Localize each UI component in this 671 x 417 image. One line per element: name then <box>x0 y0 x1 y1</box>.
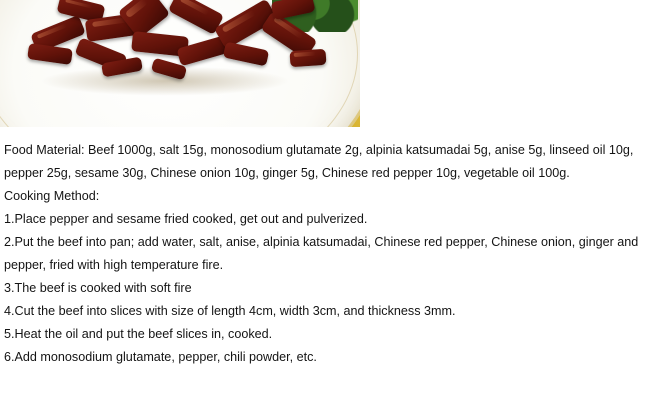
cooking-step: 1.Place pepper and sesame fried cooked, get out and pulverized. <box>4 212 368 226</box>
beef-pile <box>28 0 328 90</box>
dish-photo <box>0 0 360 127</box>
cooking-method-heading: Cooking Method: <box>4 189 100 203</box>
cooking-step: 3.The beef is cooked with soft fire <box>4 281 192 295</box>
cooking-step: 5.Heat the oil and put the beef slices in, cooked. <box>4 327 273 341</box>
recipe-text <box>0 127 671 369</box>
cooking-step: 4.Cut the beef into slices with size of length 4cm, width 3cm, and thickness 3mm. <box>4 304 456 318</box>
food-material-paragraph: Food Material: Beef 1000g, salt 15g, monosodium glutamate 2g, alpinia katsumadai 5g, anise 5g, linseed oil 10g, pepper 25g, sesame 30g, Chinese onion 10g, ginger 5g, Chinese red pepper 10g, vegetable oil 100g. <box>4 143 634 180</box>
cooking-step: 2.Put the beef into pan; add water, salt, anise, alpinia katsumadai, Chinese red pepper, Chinese onion, ginger and pepper, fried with high temperature fire. <box>4 235 639 272</box>
beef-strip <box>223 42 269 67</box>
photo-inner <box>0 0 360 127</box>
beef-strip <box>289 49 326 67</box>
cooking-step: 6.Add monosodium glutamate, pepper, chili powder, etc. <box>4 350 317 364</box>
beef-strip <box>27 43 73 65</box>
beef-strip <box>271 0 316 20</box>
